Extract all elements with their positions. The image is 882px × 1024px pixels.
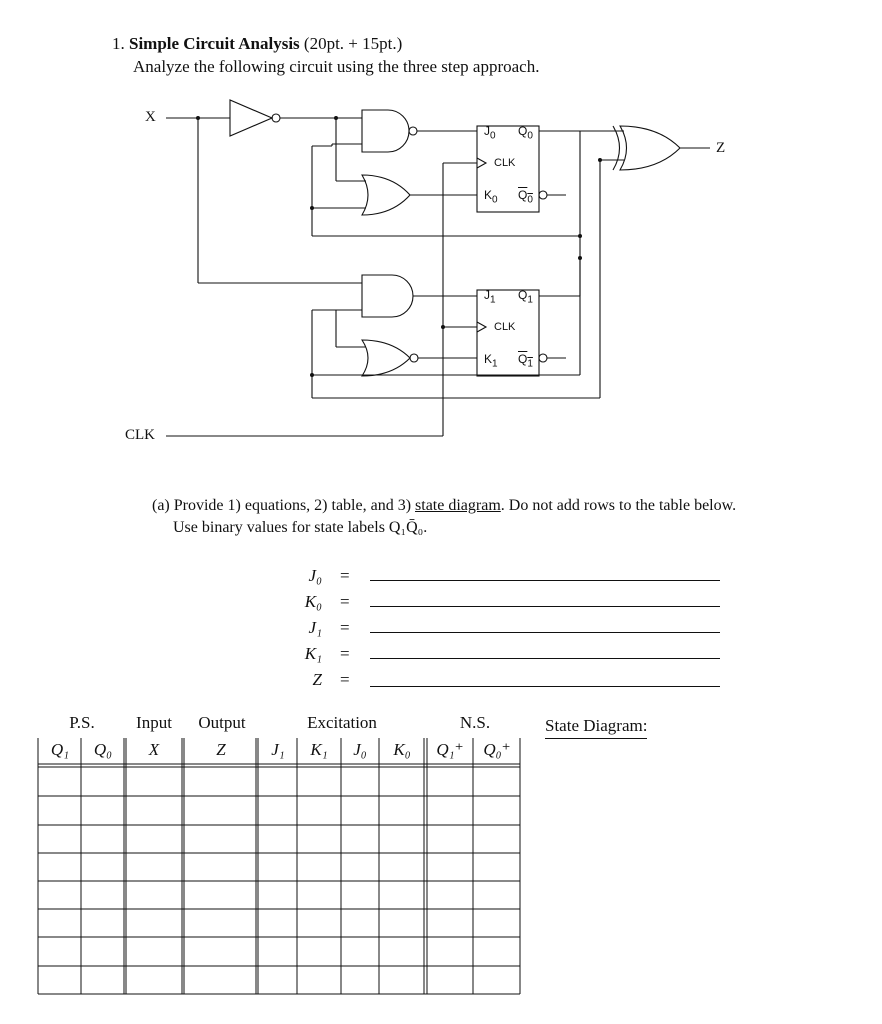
ff0-q-label: $Q_0$ (518, 124, 533, 142)
hdr-present-state: P.S. (69, 713, 95, 732)
nand-top-bubble (409, 127, 417, 135)
inverter-gate (230, 100, 272, 136)
nor-gate-bottom (362, 340, 410, 376)
eq-k1-eq: = (340, 644, 350, 663)
hdr-output: Output (198, 713, 246, 732)
eq-j0-lhs: J₀ (308, 566, 322, 585)
ff0-qbar-bubble (539, 191, 547, 199)
eq-z-answer-line[interactable] (370, 686, 720, 687)
ff0-clk-label: CLK (494, 157, 516, 169)
ff0-qbar-label: $Q_0$ (518, 188, 533, 206)
col-j0: J₀ (353, 740, 367, 759)
col-q1-next: Q₁⁺ (436, 740, 464, 759)
col-q0: Q₀ (93, 740, 113, 759)
nor-bottom-bubble (410, 354, 418, 362)
hdr-excitation: Excitation (307, 713, 377, 732)
eq-z-lhs: Z (312, 670, 322, 689)
or-gate-top (362, 175, 410, 215)
problem-subtitle: Analyze the following circuit using the three step approach. (133, 57, 540, 76)
ff0-k-label: $K_0$ (484, 188, 498, 206)
eq-k0-eq: = (340, 592, 350, 611)
and-gate-bottom (362, 275, 413, 317)
ff1-qbar-bubble (539, 354, 547, 362)
eq-k0-answer-line[interactable] (370, 606, 720, 607)
ff1-j-label: $J_1$ (484, 288, 496, 306)
ff0-j-label: $J_0$ (484, 124, 496, 142)
col-q1: Q₁ (50, 740, 70, 759)
col-x: X (148, 740, 160, 759)
col-z: Z (216, 740, 226, 759)
col-k0: K₀ (393, 740, 411, 759)
problem-points: (20pt. + 15pt.) (303, 34, 403, 53)
eq-j1-lhs: J₁ (308, 618, 322, 637)
eq-j0-answer-line[interactable] (370, 580, 720, 581)
part-a-line1: (a) Provide 1) equations, 2) table, and 3) state diagram. Do not add rows to the table below. (152, 497, 737, 514)
state-diagram-underlined: state diagram (415, 497, 501, 514)
eq-k1-lhs: K₁ (304, 644, 322, 663)
problem-title-bold: Simple Circuit Analysis (129, 34, 300, 53)
clk-input-label: CLK (125, 427, 155, 443)
state-diagram-label: State Diagram: (545, 716, 647, 739)
eq-j0-eq: = (340, 566, 350, 585)
ff1-q-label: $Q_1$ (518, 288, 533, 306)
xor-gate (620, 126, 680, 170)
eq-j1-eq: = (340, 618, 350, 637)
ff1-qbar-label: $Q_1$ (518, 352, 533, 370)
eq-z-eq: = (340, 670, 350, 689)
col-k1: K₁ (310, 740, 328, 759)
nand-gate-top (362, 110, 409, 152)
x-input-label: X (145, 109, 156, 125)
eq-j1-answer-line[interactable] (370, 632, 720, 633)
problem-number: 1. (112, 34, 125, 53)
col-q0-next: Q₀⁺ (483, 740, 511, 759)
eq-k1-answer-line[interactable] (370, 658, 720, 659)
part-a-line2: Use binary values for state labels Q₁Q̄₀. (173, 519, 428, 536)
eq-k0-lhs: K₀ (304, 592, 322, 611)
hdr-input: Input (136, 713, 172, 732)
col-j1: J₁ (271, 740, 285, 759)
ff1-clk-label: CLK (494, 321, 516, 333)
hdr-next-state: N.S. (459, 713, 491, 732)
ff1-k-label: $K_1$ (484, 352, 498, 370)
circuit-diagram (0, 0, 882, 460)
z-output-label: Z (716, 140, 726, 156)
